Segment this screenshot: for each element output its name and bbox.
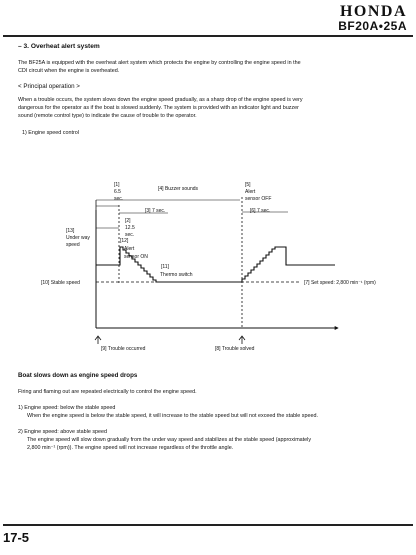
- label-11-text: Thermo switch: [160, 272, 193, 278]
- label-2-value: 12.5: [125, 225, 135, 231]
- label-12-alert: Alert: [124, 246, 135, 252]
- diagram-title: 1) Engine speed control: [22, 130, 79, 136]
- principle-heading: < Principal operation >: [18, 83, 80, 90]
- page-number: 17-5: [3, 530, 30, 545]
- item1-text: When the engine speed is below the stable speed, it will increase to the stable speed but will not exceed the stable speed.: [27, 413, 318, 419]
- label-3: [3] 7 sec.: [145, 208, 166, 214]
- intro-line-1: The BF25A is equipped with the overheat alert system which protects the engine by controlling the engine speed in the: [18, 60, 301, 66]
- intro-line-2: CDI circuit when the engine is overheated.: [18, 68, 120, 74]
- engine-speed-curve: [96, 247, 335, 282]
- label-2-num: [2]: [125, 218, 131, 224]
- trouble-occurred-arrow: [95, 336, 101, 344]
- label-5-alert: Alert: [245, 189, 256, 195]
- label-10: [10] Stable speed: [41, 280, 80, 286]
- footer-rule: [3, 524, 413, 526]
- trouble-solved-arrow: [239, 336, 245, 344]
- label-6: [6] 7 sec.: [250, 208, 271, 214]
- item1-title: 1) Engine speed: below the stable speed: [18, 405, 116, 411]
- label-5-num: [5]: [245, 182, 251, 188]
- model-name: BF20A•25A: [338, 19, 407, 33]
- item2-text-2: 2,800 min⁻¹ (rpm)). The engine speed will not increase regardless of the throttle angle.: [27, 445, 234, 451]
- principle-line-3: sound (remote control type) to indicate the cause of trouble to the operator.: [18, 113, 197, 119]
- label-13-line1: Under way: [66, 235, 90, 241]
- label-11-num: [11]: [161, 264, 169, 270]
- label-12-num: [12]: [120, 238, 129, 244]
- label-1-num: [1]: [114, 182, 120, 188]
- label-13-line2: speed: [66, 242, 80, 248]
- principle-line-2: dangerous for the operator as if the boat is slowed suddenly. The system is provided with an indicator light and buzzer: [18, 105, 299, 111]
- boat-intro: Firing and flaming out are repeated electrically to control the engine speed.: [18, 389, 197, 395]
- label-4: [4] Buzzer sounds: [158, 186, 199, 192]
- boat-heading: Boat slows down as engine speed drops: [18, 372, 138, 379]
- principle-line-1: When a trouble occurs, the system slows down the engine speed gradually, as a sharp drop of the engine speed is very: [18, 97, 303, 103]
- label-9: [9] Trouble occurred: [101, 346, 146, 352]
- item2-text-1: The engine speed will slow down gradually from the under way speed and stabilizes at the stable speed (approximately: [27, 437, 312, 443]
- label-7: [7] Set speed: 2,800 min⁻¹ (rpm): [304, 280, 376, 286]
- label-1-value: 6.5: [114, 189, 121, 195]
- label-2-unit: sec.: [125, 232, 135, 238]
- label-8: [8] Trouble solved: [215, 346, 255, 352]
- brand-name: HONDA: [339, 3, 407, 20]
- label-13-num: [13]: [66, 228, 75, 234]
- section-title: – 3. Overheat alert system: [18, 43, 100, 50]
- label-5-status: sensor OFF: [245, 196, 272, 202]
- label-1-unit: sec.: [114, 196, 124, 202]
- label-12-status: sensor ON: [124, 254, 148, 260]
- item2-title: 2) Engine speed: above stable speed: [18, 429, 108, 435]
